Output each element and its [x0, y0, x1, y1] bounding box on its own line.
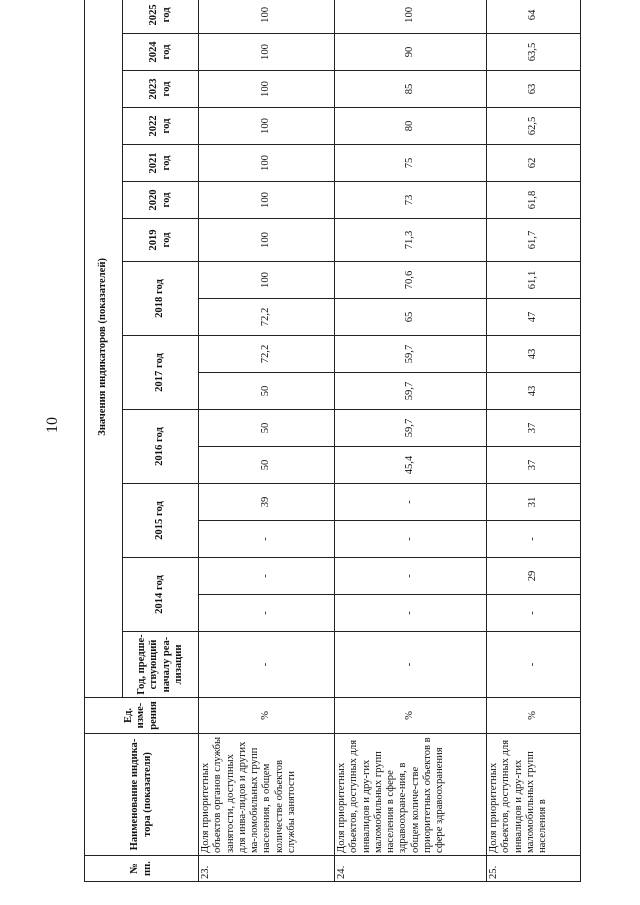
header-year-2019: 2019 год: [123, 219, 199, 262]
unit-cell: %: [487, 698, 581, 734]
header-year-2025: 2025 год: [123, 0, 199, 34]
base-year-value: -: [487, 632, 581, 698]
header-year-2014: 2014 год: [123, 558, 199, 632]
value-2024: 90: [335, 34, 487, 71]
value-2017-a: 43: [487, 373, 581, 410]
value-2020: 100: [199, 182, 335, 219]
row-number: 25.: [487, 856, 581, 882]
value-2023: 63: [487, 71, 581, 108]
header-year-2017: 2017 год: [123, 336, 199, 410]
unit-cell: %: [199, 698, 335, 734]
value-2018-a: 47: [487, 299, 581, 336]
header-year-2016: 2016 год: [123, 410, 199, 484]
value-2014-b: 29: [487, 558, 581, 595]
value-2025: 64: [487, 0, 581, 34]
value-2014-b: -: [335, 558, 487, 595]
value-2017-b: 72,2: [199, 336, 335, 373]
value-2016-b: 59,7: [335, 410, 487, 447]
value-2024: 100: [199, 34, 335, 71]
unit-cell: %: [335, 698, 487, 734]
value-2020: 61,8: [487, 182, 581, 219]
header-year-2018: 2018 год: [123, 262, 199, 336]
value-2019: 71,3: [335, 219, 487, 262]
base-year-value: -: [335, 632, 487, 698]
value-2015-a: -: [335, 521, 487, 558]
value-2021: 75: [335, 145, 487, 182]
value-2022: 80: [335, 108, 487, 145]
value-2016-a: 45,4: [335, 447, 487, 484]
value-2019: 100: [199, 219, 335, 262]
header-year-2020: 2020 год: [123, 182, 199, 219]
value-2022: 62,5: [487, 108, 581, 145]
header-year-2023: 2023 год: [123, 71, 199, 108]
value-2014-a: -: [487, 595, 581, 632]
value-2015-b: -: [335, 484, 487, 521]
value-2016-b: 50: [199, 410, 335, 447]
header-num: № пп.: [85, 856, 199, 882]
value-2023: 85: [335, 71, 487, 108]
indicators-table: [84, 0, 581, 882]
header-name: Наименование индика-тора (показателя): [85, 734, 199, 856]
value-2024: 63,5: [487, 34, 581, 71]
header-year-2021: 2021 год: [123, 145, 199, 182]
value-2014-a: -: [335, 595, 487, 632]
value-2014-a: -: [199, 595, 335, 632]
indicator-name: Доля приоритетных объектов, доступных для инвалидов и дру-гих маломобильных групп населения в сфере здравоохране-ния, в общем количе-стве приоритетных объектов в сфере здравоохранения: [335, 734, 487, 856]
value-2022: 100: [199, 108, 335, 145]
table-row: [199, 0, 335, 882]
header-values-group: Значения индикаторов (показателей): [85, 0, 123, 698]
document-sheet: [84, 4, 580, 882]
header-year-2024: 2024 год: [123, 34, 199, 71]
value-2019: 61,7: [487, 219, 581, 262]
value-2015-b: 39: [199, 484, 335, 521]
value-2020: 73: [335, 182, 487, 219]
indicator-name: Доля приоритетных объектов органов службы занятости, доступных для инва-лидов и других ма-ломобильных групп населения, в общем количестве объектов службы занятости: [199, 734, 335, 856]
value-2017-a: 59,7: [335, 373, 487, 410]
value-2018-b: 61,1: [487, 262, 581, 299]
value-2017-b: 43: [487, 336, 581, 373]
value-2017-a: 50: [199, 373, 335, 410]
value-2021: 62: [487, 145, 581, 182]
value-2016-a: 50: [199, 447, 335, 484]
value-2015-a: -: [487, 521, 581, 558]
value-2018-b: 100: [199, 262, 335, 299]
header-year-2022: 2022 год: [123, 108, 199, 145]
row-number: 24.: [335, 856, 487, 882]
value-2025: 100: [335, 0, 487, 34]
value-2015-b: 31: [487, 484, 581, 521]
header-unit: Ед. изме-рения: [85, 698, 199, 734]
table-row: [335, 0, 487, 882]
value-2016-b: 37: [487, 410, 581, 447]
page-number: 10: [44, 417, 61, 433]
value-2015-a: -: [199, 521, 335, 558]
header-base-year: Год, предше-ствующий началу реа-лизации: [123, 632, 199, 698]
value-2018-a: 65: [335, 299, 487, 336]
value-2017-b: 59,7: [335, 336, 487, 373]
value-2014-b: -: [199, 558, 335, 595]
rotated-table-wrapper: [84, 4, 580, 882]
indicator-name: Доля приоритетных объектов, доступных для инвалидов и дру-гих маломобильных групп населения в: [487, 734, 581, 856]
value-2018-b: 70,6: [335, 262, 487, 299]
row-number: 23.: [199, 856, 335, 882]
value-2023: 100: [199, 71, 335, 108]
value-2025: 100: [199, 0, 335, 34]
value-2021: 100: [199, 145, 335, 182]
value-2016-a: 37: [487, 447, 581, 484]
base-year-value: -: [199, 632, 335, 698]
value-2018-a: 72,2: [199, 299, 335, 336]
header-year-2015: 2015 год: [123, 484, 199, 558]
table-row: [487, 0, 581, 882]
